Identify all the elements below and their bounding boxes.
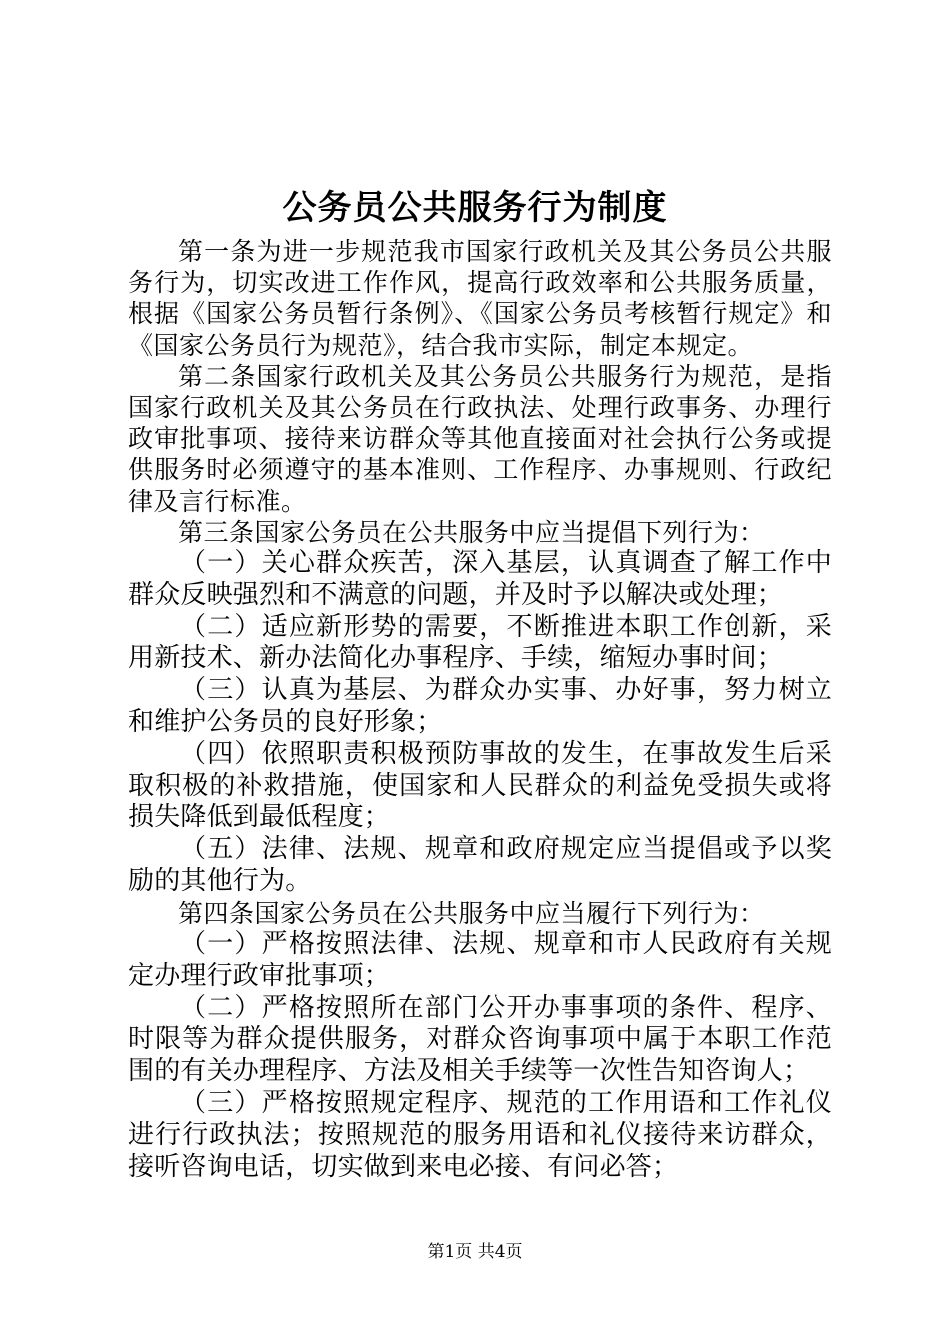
article-3-heading: 第三条国家公务员在公共服务中应当提倡下列行为：: [178, 517, 765, 547]
article-3-item-4: （四）依照职责积极预防事故的发生，在事故发生后采取积极的补救措施，使国家和人民群众的利益免受损失或将损失降低到最低程度；: [128, 738, 832, 833]
article-1-paragraph: 第一条为进一步规范我市国家行政机关及其公务员公共服务行为，切实改进工作作风，提高行政效率和公共服务质量，根据《国家公务员暂行条例》、《国家公务员考核暂行规定》和《国家公务员行为规范》，结合我市实际，制定本规定。: [128, 237, 832, 360]
article-3-item-2: （二）适应新形势的需要，不断推进本职工作创新，采用新技术、新办法简化办事程序、手续，缩短办事时间；: [128, 611, 832, 674]
page-footer: 第1页 共4页: [427, 1242, 523, 1262]
article-4-item-1: （一）严格按照法律、法规、规章和市人民政府有关规定办理行政审批事项；: [128, 929, 832, 991]
article-2-paragraph: 第二条国家行政机关及其公务员公共服务行为规范，是指国家行政机关及其公务员在行政执法、处理行政事务、办理行政审批事项、接待来访群众等其他直接面对社会执行公务或提供服务时必须遵守的基本准则、工作程序、办事规则、行政纪律及言行标准。: [128, 361, 832, 516]
document-body: [128, 236, 832, 1183]
article-3-item-5: （五）法律、法规、规章和政府规定应当提倡或予以奖励的其他行为。: [128, 834, 832, 896]
article-3-item-1: （一）关心群众疾苦，深入基层，认真调查了解工作中群众反映强烈和不满意的问题，并及时予以解决或处理；: [128, 548, 832, 610]
document-title: 公务员公共服务行为制度: [282, 188, 668, 228]
article-4-item-2: （二）严格按照所在部门公开办事事项的条件、程序、时限等为群众提供服务，对群众咨询事项中属于本职工作范围的有关办理程序、方法及相关手续等一次性告知咨询人；: [128, 992, 832, 1087]
article-4-item-3: （三）严格按照规定程序、规范的工作用语和工作礼仪进行行政执法；按照规范的服务用语和礼仪接待来访群众，接听咨询电话，切实做到来电必接、有问必答；: [128, 1087, 832, 1182]
article-3-item-3: （三）认真为基层、为群众办实事、办好事，努力树立和维护公务员的良好形象；: [128, 675, 832, 738]
article-4-heading: 第四条国家公务员在公共服务中应当履行下列行为：: [178, 898, 765, 928]
